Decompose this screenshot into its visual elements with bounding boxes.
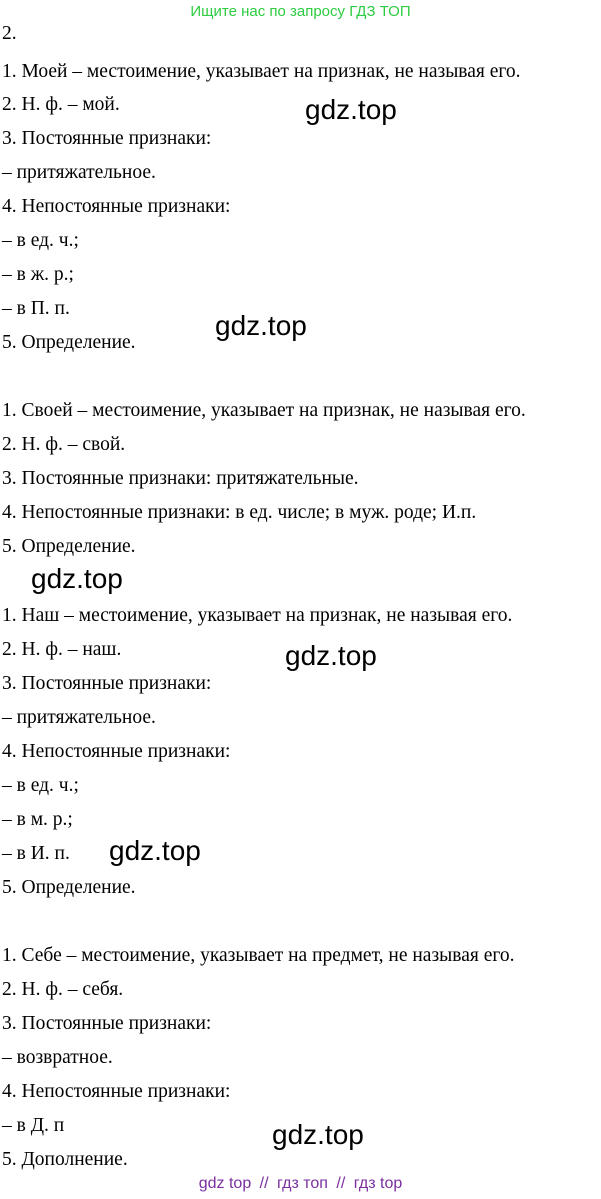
text-line: – в ж. р.;: [2, 264, 74, 285]
text-line: 1. Моей – местоимение, указывает на признак, не называя его.: [2, 61, 521, 82]
text-line: 5. Определение.: [2, 877, 136, 898]
text-line: 4. Непостоянные признаки:: [2, 1081, 231, 1102]
bottom-banner-item[interactable]: гдз топ: [277, 1175, 328, 1192]
text-line: 1. Своей – местоимение, указывает на признак, не называя его.: [2, 400, 526, 421]
text-line: – в И. п.: [2, 843, 70, 864]
text-line: 2. Н. ф. – себя.: [2, 979, 124, 1000]
watermark: gdz.top: [31, 563, 123, 594]
top-banner: Ищите нас по запросу ГДЗ ТОП: [190, 3, 411, 20]
bottom-banner-item[interactable]: gdz top: [198, 1175, 252, 1192]
bottom-banner: [0, 1173, 601, 1195]
text-line: – в ед. ч.;: [2, 230, 79, 251]
watermark: gdz.top: [215, 310, 307, 341]
text-line: 3. Постоянные признаки:: [2, 1013, 212, 1034]
bottom-banner-separator: //: [259, 1175, 269, 1192]
watermark: gdz.top: [272, 1119, 364, 1150]
text-line: 5. Определение.: [2, 536, 136, 557]
text-line: – в ед. ч.;: [2, 775, 79, 796]
bottom-banner-separator: //: [336, 1175, 346, 1192]
text-line: 5. Дополнение.: [2, 1149, 128, 1170]
text-line: – возвратное.: [2, 1047, 113, 1068]
text-line: 2. Н. ф. – мой.: [2, 94, 120, 115]
text-line: 4. Непостоянные признаки:: [2, 196, 231, 217]
text-line: 5. Определение.: [2, 332, 136, 353]
text-line: – притяжательное.: [2, 162, 156, 183]
text-line: – в Д. п: [2, 1115, 65, 1136]
text-line: 2. Н. ф. – свой.: [2, 434, 126, 455]
text-line: 1. Наш – местоимение, указывает на признак, не называя его.: [2, 605, 513, 626]
text-line: 2. Н. ф. – наш.: [2, 639, 122, 660]
bottom-banner-item[interactable]: гдз top: [353, 1175, 403, 1192]
text-line: – в П. п.: [2, 298, 70, 319]
text-line: 3. Постоянные признаки:: [2, 673, 212, 694]
text-line: – притяжательное.: [2, 707, 156, 728]
text-line: – в м. р.;: [2, 809, 73, 830]
text-line: 4. Непостоянные признаки:: [2, 741, 231, 762]
watermark: gdz.top: [305, 94, 397, 125]
text-line: 3. Постоянные признаки: притяжательные.: [2, 468, 359, 489]
text-line: 2.: [2, 23, 17, 44]
text-line: 3. Постоянные признаки:: [2, 128, 212, 149]
text-line: 4. Непостоянные признаки: в ед. числе; в муж. роде; И.п.: [2, 502, 477, 523]
watermark: gdz.top: [285, 640, 377, 671]
watermark: gdz.top: [109, 835, 201, 866]
text-line: 1. Себе – местоимение, указывает на предмет, не называя его.: [2, 945, 515, 966]
